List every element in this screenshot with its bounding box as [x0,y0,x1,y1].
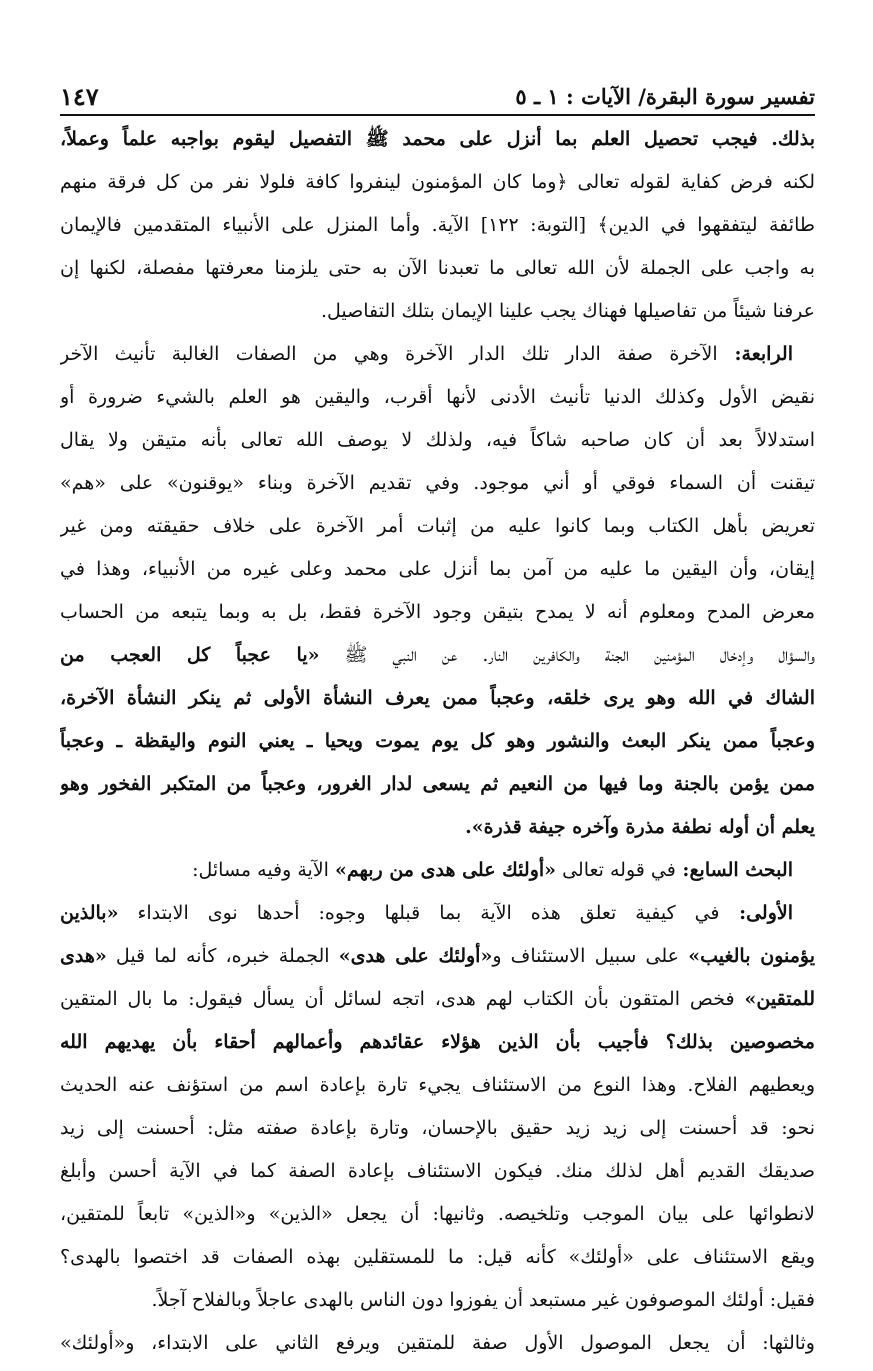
bold-text: الشاك في الله وهو يرى خلقه، وعجباً ممن يعرف النشأة الأولى ثم ينكر النشأة الآخرة، [60,687,815,709]
text-run: ويقع الاستئناف على «أولئك» كأنه قيل: ما للمستقلين بهذه الصفات قد اختصوا بالهدى؟ [60,1246,815,1268]
bold-text: «بالذين [60,902,119,924]
text-run: الآية وفيه مسائل: [192,859,335,881]
text-run: عرفنا شيئاً من تفاصيلها فهناك يجب علينا الإيمان بتلك التفاصيل. [320,300,815,322]
page-number: ١٤٧ [60,82,99,111]
bold-text: ممن يؤمن بالجنة وما فيها من النعيم ثم يسعى لدار الغرور، وعجباً من المتكبر الفخور وهو [60,773,815,795]
text-run: تيقنت أن السماء فوقي أو أني موجود. وفي تقديم الآخرة وبناء «يوقنون» على «هم» [60,472,815,494]
bold-text: «أولئك على هدى» [338,945,493,967]
running-title: تفسير سورة البقرة/ الآيات : ١ ـ ٥ [515,84,815,109]
text-run: على سبيل الاستئناف و [492,945,689,967]
bold-text: بذلك. فيجب تحصيل العلم بما أنزل على محمد ﷺ التفصيل ليقوم بواجبه علماً وعملاً، [60,128,815,150]
text-run: استدلالاً بعد أن كان صاحبه شاكاً فيه، ولذلك لا يوصف الله تعالى بأنه متيقن ولا يقال [60,429,815,451]
text-body [60,118,815,1365]
text-line [60,1193,815,1236]
text-line [60,720,815,763]
text-line [60,1322,815,1365]
text-line [60,419,815,462]
text-run: ويعطيهم الفلاح. وهذا النوع من الاستئناف يجيء تارة بإعادة اسم من استؤنف عنه الحديث [60,1074,815,1096]
text-run: نحو: قد أحسنت إلى زيد زيد حقيق بالإحسان، وتارة بإعادة صفته مثل: أحسنت إلى زيد [60,1117,815,1139]
text-run: فخص المتقون بأن الكتاب لهم هدى، اتجه لسائل أن يسأل فيقول: ما بال المتقين [60,988,745,1010]
bold-text: «أولئك على هدى من ربهم» [334,859,557,881]
text-run: نقيض الأول وكذلك الدنيا تأنيث الأدنى لأنها أقرب، واليقين هو العلم بالشيء ضرورة أو [60,386,815,408]
text-line [60,935,815,978]
text-line [60,118,815,161]
text-run: طائفة ليتفقهوا في الدين﴾ [التوبة: ١٢٢] الآية. وأما المنزل على الأنبياء المتقدمين فالإيمان [60,214,815,236]
text-line [60,290,815,333]
text-line [60,247,815,290]
bold-text: يعلم أن أوله نطفة مذرة وآخره جيفة قذرة». [465,816,815,838]
bold-text: الرابعة: [717,343,793,365]
text-run: تعريض بأهل الكتاب وبما كانوا عليه من إثبات أمر الآخرة على خلاف حقيقته ومن غير [60,515,815,537]
bold-text: وعجباً ممن ينكر البعث والنشور وهو كل يوم يموت ويحيا ـ يعني النوم واليقظة ـ وعجباً [60,730,815,752]
text-line [60,634,815,677]
text-run: وثالثها: أن يجعل الموصول الأول صفة للمتقين ويرفع الثاني على الابتداء، و«أولئك» [60,1332,815,1354]
text-line [60,376,815,419]
text-run: إيقان، وأن اليقين ما عليه من آمن بما أنزل على محمد وعلى غيره من الأنبياء، وهذا في [60,558,815,580]
text-line [60,1064,815,1107]
text-run: به واجب على الجملة لأن الله تعالى ما تعبدنا الآن به حتى يلزمنا معرفتها مفصلة، لكنها إن [60,257,815,279]
text-run: الجملة خبره، كأنه لما قيل [106,945,339,967]
text-run: الآخرة صفة الدار تلك الدار الآخرة وهي من الصفات الغالبة تأنيث الآخر [60,343,718,365]
text-line [60,1236,815,1279]
bold-text: «هدى [60,945,107,967]
text-line [60,806,815,849]
text-line [60,763,815,806]
text-line [60,161,815,204]
bold-text: مخصوصين بذلك؟ فأجيب بأن الذين هؤلاء عقائدهم وأعمالهم أحقاء بأن يهديهم الله [60,1031,815,1053]
text-run: في قوله تعالى [556,859,676,881]
text-line [60,591,815,634]
text-line [60,333,815,376]
bold-text: «يا عجباً كل العجب من [60,644,320,666]
text-run: صديقك القديم أهل لذلك منك. فيكون الاستئناف بإعادة الصفة كما في الآية أحسن وأبلغ [60,1160,815,1182]
text-run: والسؤال وإدخال المؤمنين الجنة والكافرين النار. عن النبي ﷺ [319,644,815,666]
text-line [60,978,815,1021]
text-line [60,1021,815,1064]
text-run: فقيل: أولئك الموصوفون غير مستبعد أن يفوزوا دون الناس بالهدى عاجلاً وبالفلاح آجلاً. [151,1289,815,1311]
text-line [60,462,815,505]
running-header [60,78,815,116]
text-run: معرض المدح ومعلوم أنه لا يمدح بتيقن وجود الآخرة فقط، بل به وبما يتبعه من الحساب [60,601,815,623]
text-line [60,1107,815,1150]
bold-text: الأولى: [719,902,793,924]
text-line [60,849,815,892]
text-line [60,204,815,247]
bold-text: البحث السابع: [675,859,793,881]
text-line [60,1279,815,1322]
text-run: لكنه فرض كفاية لقوله تعالى ﴿وما كان المؤمنون لينفروا كافة فلولا نفر من كل فرقة منهم [60,171,815,193]
text-line [60,1150,815,1193]
text-run: في كيفية تعلق هذه الآية بما قبلها وجوه: أحدها نوى الابتداء [118,902,720,924]
text-run: لانطوائها على بيان الموجب وتلخيصه. وثانيها: أن يجعل «الذين» و«الذين» تابعاً للمتقين، [60,1203,815,1225]
bold-text: للمتقين» [744,988,815,1010]
bold-text: يؤمنون بالغيب» [688,945,815,967]
text-line [60,548,815,591]
text-line [60,892,815,935]
book-page [60,78,815,1365]
text-line [60,505,815,548]
text-line [60,677,815,720]
